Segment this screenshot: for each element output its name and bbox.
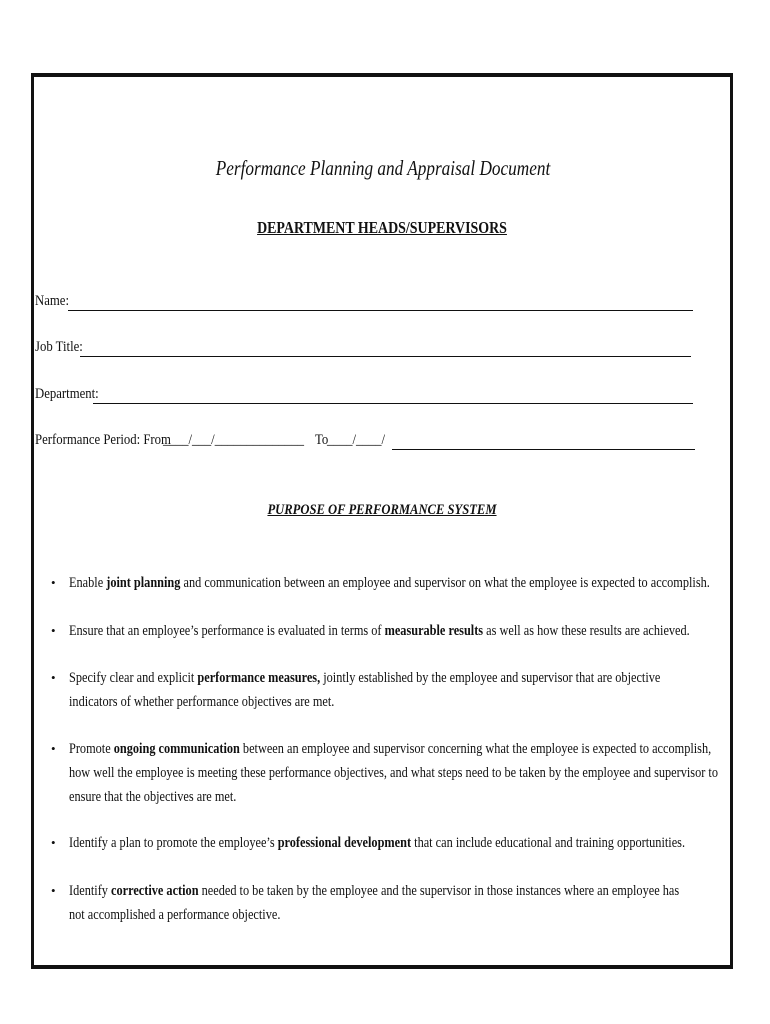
purpose-item-text: Enable joint planning and communication between an employee and supervisor on what the employee is expected to accomplish.: [69, 575, 710, 591]
purpose-item-emphasis: joint planning: [106, 575, 181, 591]
purpose-item-text: Ensure that an employee’s performance is evaluated in terms of measurable results as well as how these results are achieved.: [69, 623, 690, 639]
job-title-label: Job Title:: [35, 339, 83, 355]
purpose-item-emphasis: ongoing communication: [113, 741, 240, 757]
job-title-field-line[interactable]: [80, 356, 691, 357]
bullet-icon: •: [51, 623, 56, 638]
period-to-field-line[interactable]: [392, 449, 695, 450]
job-title-field-row: [35, 339, 695, 361]
purpose-item-text: Identify corrective action needed to be taken by the employee and the supervisor in those instances where an employee has not accomplished a performance objective.: [69, 883, 680, 923]
purpose-heading-text: PURPOSE OF PERFORMANCE SYSTEM: [267, 502, 497, 518]
purpose-item-emphasis: measurable results: [384, 623, 484, 639]
period-to-label: To: [315, 432, 329, 448]
purpose-item-text: Promote ongoing communication between an employee and supervisor concerning what the employee is expected to accomplish, how well the employee is meeting these performance objectives, and what steps need to be taken by the employee and supervisor to ensure that the objectives are met.: [69, 741, 718, 805]
purpose-item-emphasis: professional development: [277, 835, 412, 851]
purpose-item-text: Identify a plan to promote the employee’s professional development that can include educational and training opportunities.: [69, 835, 686, 851]
bullet-icon: •: [51, 575, 56, 590]
name-field-line[interactable]: [68, 310, 693, 311]
bullet-icon: •: [51, 835, 56, 850]
purpose-heading: [61, 502, 703, 519]
performance-period-label: Performance Period: From: [35, 432, 171, 448]
department-field-line[interactable]: [93, 403, 693, 404]
period-from-date[interactable]: ____/___/______________: [163, 432, 304, 448]
purpose-item-emphasis: corrective action: [111, 883, 199, 899]
document-title: Performance Planning and Appraisal Document: [215, 156, 551, 180]
department-label: Department:: [35, 386, 99, 402]
bullet-icon: •: [51, 670, 56, 685]
purpose-item-text: Specify clear and explicit performance measures, jointly established by the employee and supervisor that are objective indicators of whether performance objectives are met.: [69, 670, 661, 710]
period-to-date[interactable]: ____/____/: [327, 432, 386, 448]
bullet-icon: •: [51, 741, 56, 756]
name-label: Name:: [35, 293, 69, 309]
name-field-row: [35, 293, 695, 315]
bullet-icon: •: [51, 883, 56, 898]
performance-period-row: [35, 432, 697, 454]
document-subtitle: [69, 218, 695, 238]
document-subtitle-text: DEPARTMENT HEADS/SUPERVISORS: [257, 218, 507, 237]
purpose-item-emphasis: performance measures,: [197, 670, 321, 686]
department-field-row: [35, 386, 697, 408]
